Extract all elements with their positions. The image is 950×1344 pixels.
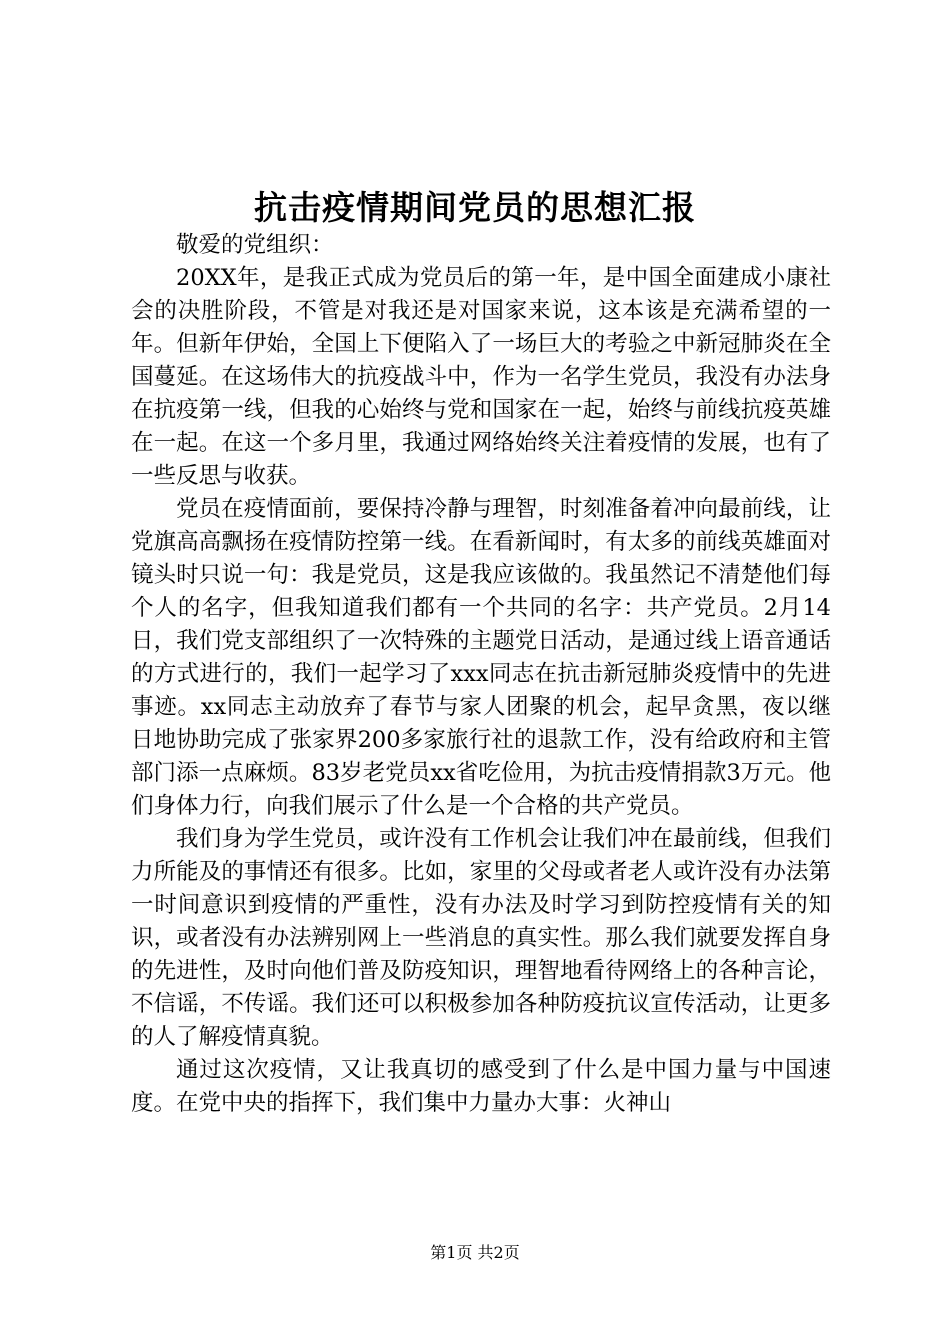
document-title: 抗击疫情期间党员的思想汇报 <box>254 188 696 227</box>
paragraph-4: 通过这次疫情，又让我真切的感受到了什么是中国力量与中国速度。在党中央的指挥下，我们集中力量办大事：火神山 <box>131 1057 831 1116</box>
paragraph-3: 我们身为学生党员，或许没有工作机会让我们冲在最前线，但我们力所能及的事情还有很多。比如，家里的父母或者老人或许没有办法第一时间意识到疫情的严重性，没有办法及时学习到防控疫情有关的知识，或者没有办法辨别网上一些消息的真实性。那么我们就要发挥自身的先进性，及时向他们普及防疫知识，理智地看待网络上的各种言论，不信谣，不传谣。我们还可以积极参加各种防疫抗议宣传活动，让更多的人了解疫情真貌。 <box>131 826 831 1050</box>
salutation: 敬爱的党组织： <box>176 232 334 258</box>
paragraph-2: 党员在疫情面前，要保持冷静与理智，时刻准备着冲向最前线，让党旗高高飘扬在疫情防控第一线。在看新闻时，有太多的前线英雄面对镜头时只说一句：我是党员，这是我应该做的。我虽然记不清楚他们每个人的名字，但我知道我们都有一个共同的名字：共产党员。2月14日，我们党支部组织了一次特殊的主题党日活动，是通过线上语音通话的方式进行的，我们一起学习了xxx同志在抗击新冠肺炎疫情中的先进事迹。xx同志主动放弃了春节与家人团聚的机会，起早贪黑，夜以继日地协助完成了张家界200多家旅行社的退款工作，没有给政府和主管部门添一点麻烦。83岁老党员xx省吃俭用，为抗击疫情捐款3万元。他们身体力行，向我们展示了什么是一个合格的共产党员。 <box>131 496 831 819</box>
document-body <box>131 229 831 1120</box>
page-number-footer: 第1页 共2页 <box>430 1243 520 1262</box>
paragraph-1: 20XX年，是我正式成为党员后的第一年，是中国全面建成小康社会的决胜阶段，不管是对我还是对国家来说，这本该是充满希望的一年。但新年伊始，全国上下便陷入了一场巨大的考验之中新冠肺炎在全国蔓延。在这场伟大的抗疫战斗中，作为一名学生党员，我没有办法身在抗疫第一线，但我的心始终与党和国家在一起，始终与前线抗疫英雄在一起。在这一个多月里，我通过网络始终关注着疫情的发展，也有了一些反思与收获。 <box>131 265 831 489</box>
